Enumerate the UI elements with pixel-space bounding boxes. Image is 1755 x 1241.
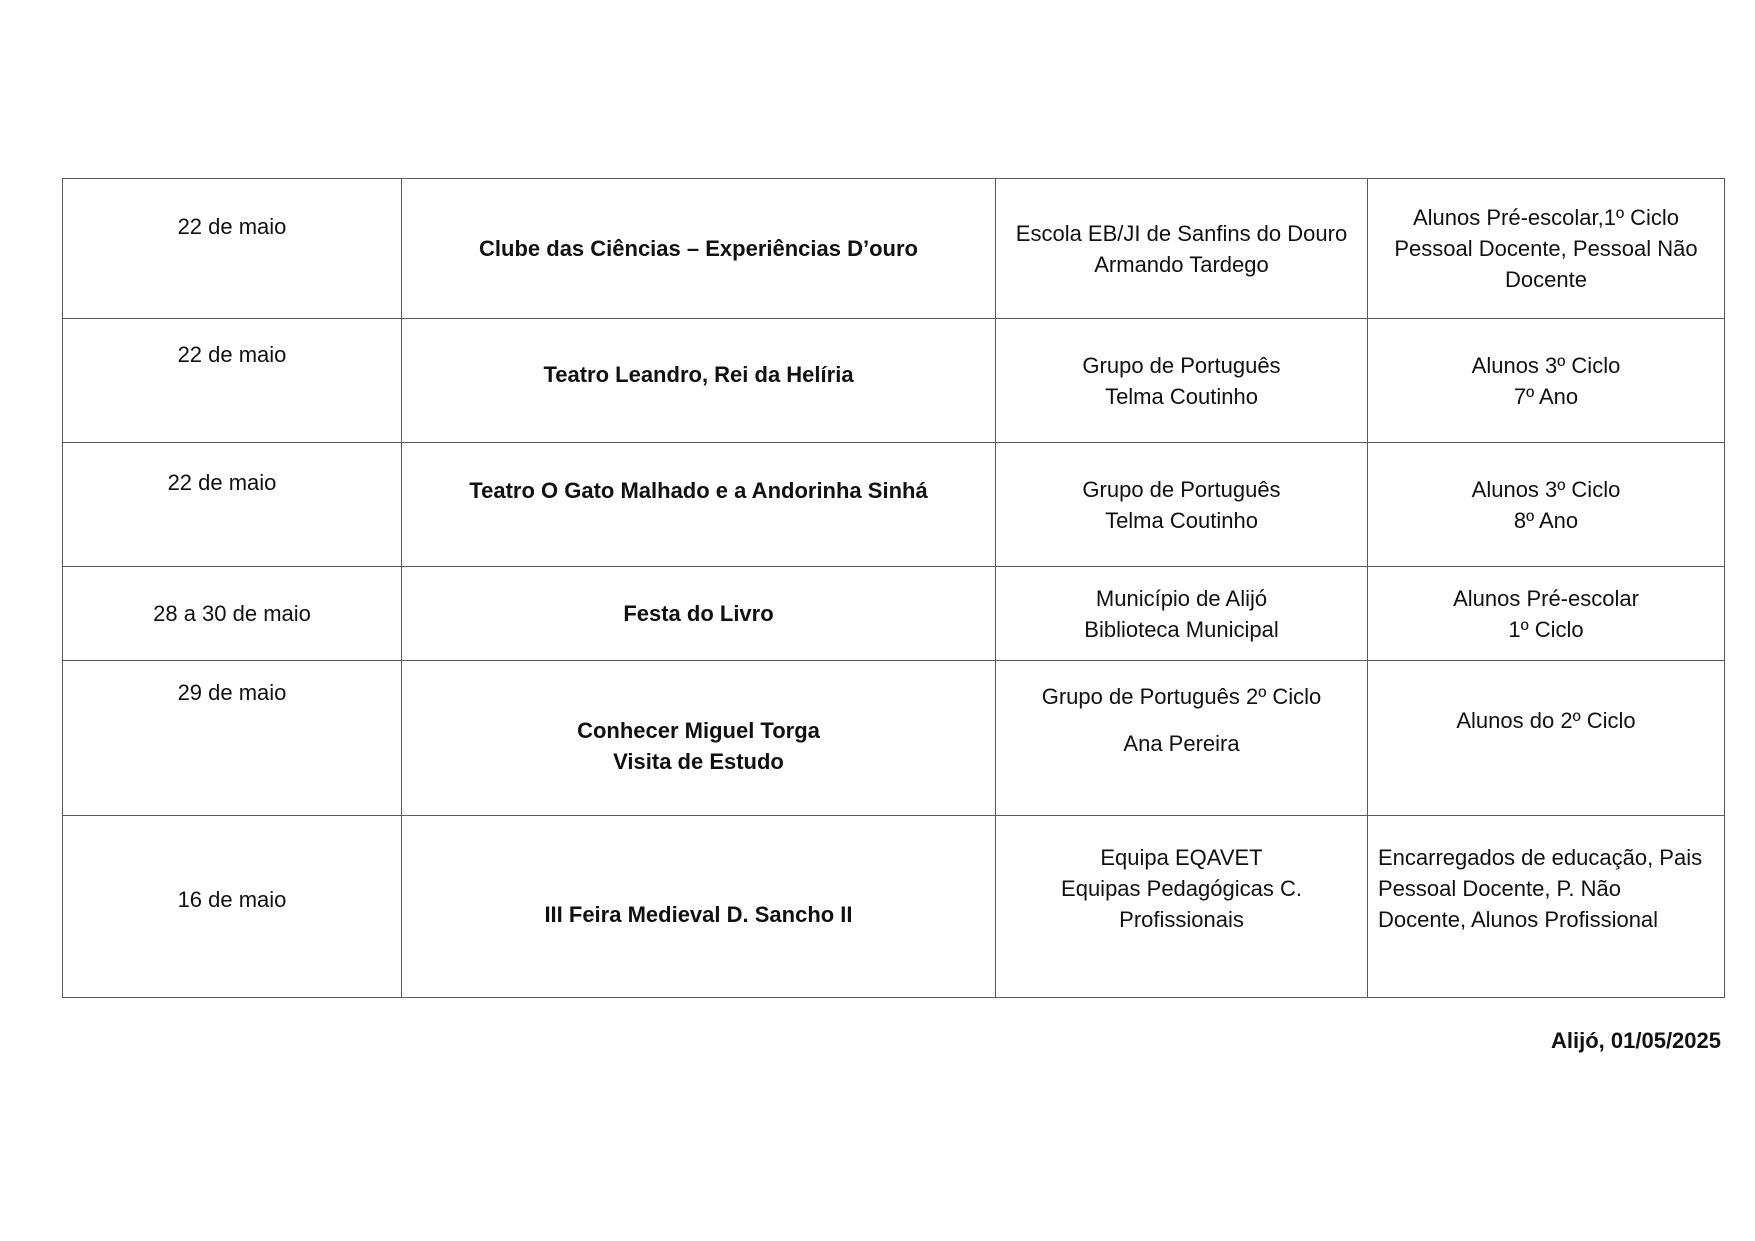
audience-line: 8º Ano [1513, 507, 1579, 533]
audience-cell [1368, 816, 1725, 998]
audience-line: Alunos 3º Ciclo [1471, 476, 1621, 502]
organizer-cell [996, 179, 1368, 319]
organizer-line: Grupo de Português [1082, 476, 1281, 502]
date-cell [63, 661, 402, 816]
table-row [63, 443, 1725, 567]
organizer-line: Equipas Pedagógicas C. [1061, 876, 1302, 901]
organizer-line: Telma Coutinho [1105, 383, 1258, 409]
place-and-date: Alijó, 01/05/2025 [1551, 1028, 1721, 1053]
date-cell [63, 443, 402, 567]
audience-line: Docente [1505, 267, 1587, 292]
activities-table [62, 178, 1725, 998]
activity-cell [402, 816, 996, 998]
activity-cell [402, 443, 996, 567]
organizer-line: Ana Pereira [1123, 731, 1240, 756]
audience-cell [1368, 319, 1725, 443]
audience-line: Encarregados de educação, Pais [1378, 845, 1703, 870]
organizer-line: Escola EB/JI de Sanfins do Douro [1015, 220, 1348, 246]
activity-title: Festa do Livro [623, 601, 774, 626]
date-text: 22 de maio [177, 214, 287, 239]
organizer-line: Telma Coutinho [1105, 507, 1258, 533]
audience-line: 7º Ano [1513, 383, 1579, 409]
audience-line: Docente, Alunos Profissional [1378, 907, 1659, 932]
table-row [63, 567, 1725, 661]
audience-line: 1º Ciclo [1508, 616, 1584, 642]
date-cell [63, 816, 402, 998]
audience-cell [1368, 179, 1725, 319]
audience-cell [1368, 443, 1725, 567]
table-row [63, 661, 1725, 816]
organizer-line: Equipa EQAVET [1100, 845, 1263, 870]
date-cell [63, 179, 402, 319]
activity-title: Conhecer Miguel Torga [577, 718, 820, 743]
date-cell [63, 319, 402, 443]
audience-line: Alunos Pré-escolar,1º Ciclo [1412, 205, 1680, 230]
audience-cell [1368, 567, 1725, 661]
date-cell [63, 567, 402, 661]
activity-subtitle: Visita de Estudo [613, 749, 784, 774]
audience-line: Pessoal Docente, P. Não [1378, 876, 1621, 901]
organizer-cell [996, 661, 1368, 816]
table-row [63, 319, 1725, 443]
date-text: 29 de maio [177, 680, 287, 705]
audience-line: Alunos 3º Ciclo [1471, 352, 1621, 378]
audience-cell [1368, 661, 1725, 816]
activity-title: III Feira Medieval D. Sancho II [544, 902, 853, 927]
organizer-line: Biblioteca Municipal [1084, 616, 1279, 642]
organizer-line: Armando Tardego [1094, 251, 1269, 277]
organizer-line: Grupo de Português 2º Ciclo [1041, 684, 1322, 709]
date-text: 22 de maio [177, 342, 287, 367]
activity-title: Teatro O Gato Malhado e a Andorinha Sinhá [469, 478, 928, 503]
activity-cell [402, 661, 996, 816]
organizer-line: Profissionais [1119, 907, 1244, 932]
organizer-cell [996, 567, 1368, 661]
date-text: 16 de maio [177, 887, 287, 912]
activity-cell [402, 567, 996, 661]
activity-title: Teatro Leandro, Rei da Helíria [543, 362, 854, 387]
audience-line: Alunos Pré-escolar [1453, 585, 1639, 611]
table-row [63, 179, 1725, 319]
activity-cell [402, 319, 996, 443]
activity-cell [402, 179, 996, 319]
activity-title: Clube das Ciências – Experiências D’ouro [479, 236, 918, 261]
organizer-line: Município de Alijó [1095, 585, 1268, 611]
organizer-cell [996, 816, 1368, 998]
date-text: 28 a 30 de maio [153, 601, 311, 626]
table-row [63, 816, 1725, 998]
organizer-cell [996, 443, 1368, 567]
audience-line: Pessoal Docente, Pessoal Não [1394, 236, 1698, 261]
audience-line: Alunos do 2º Ciclo [1456, 707, 1636, 733]
date-text: 22 de maio [167, 470, 277, 495]
organizer-line: Grupo de Português [1082, 352, 1281, 378]
organizer-cell [996, 319, 1368, 443]
